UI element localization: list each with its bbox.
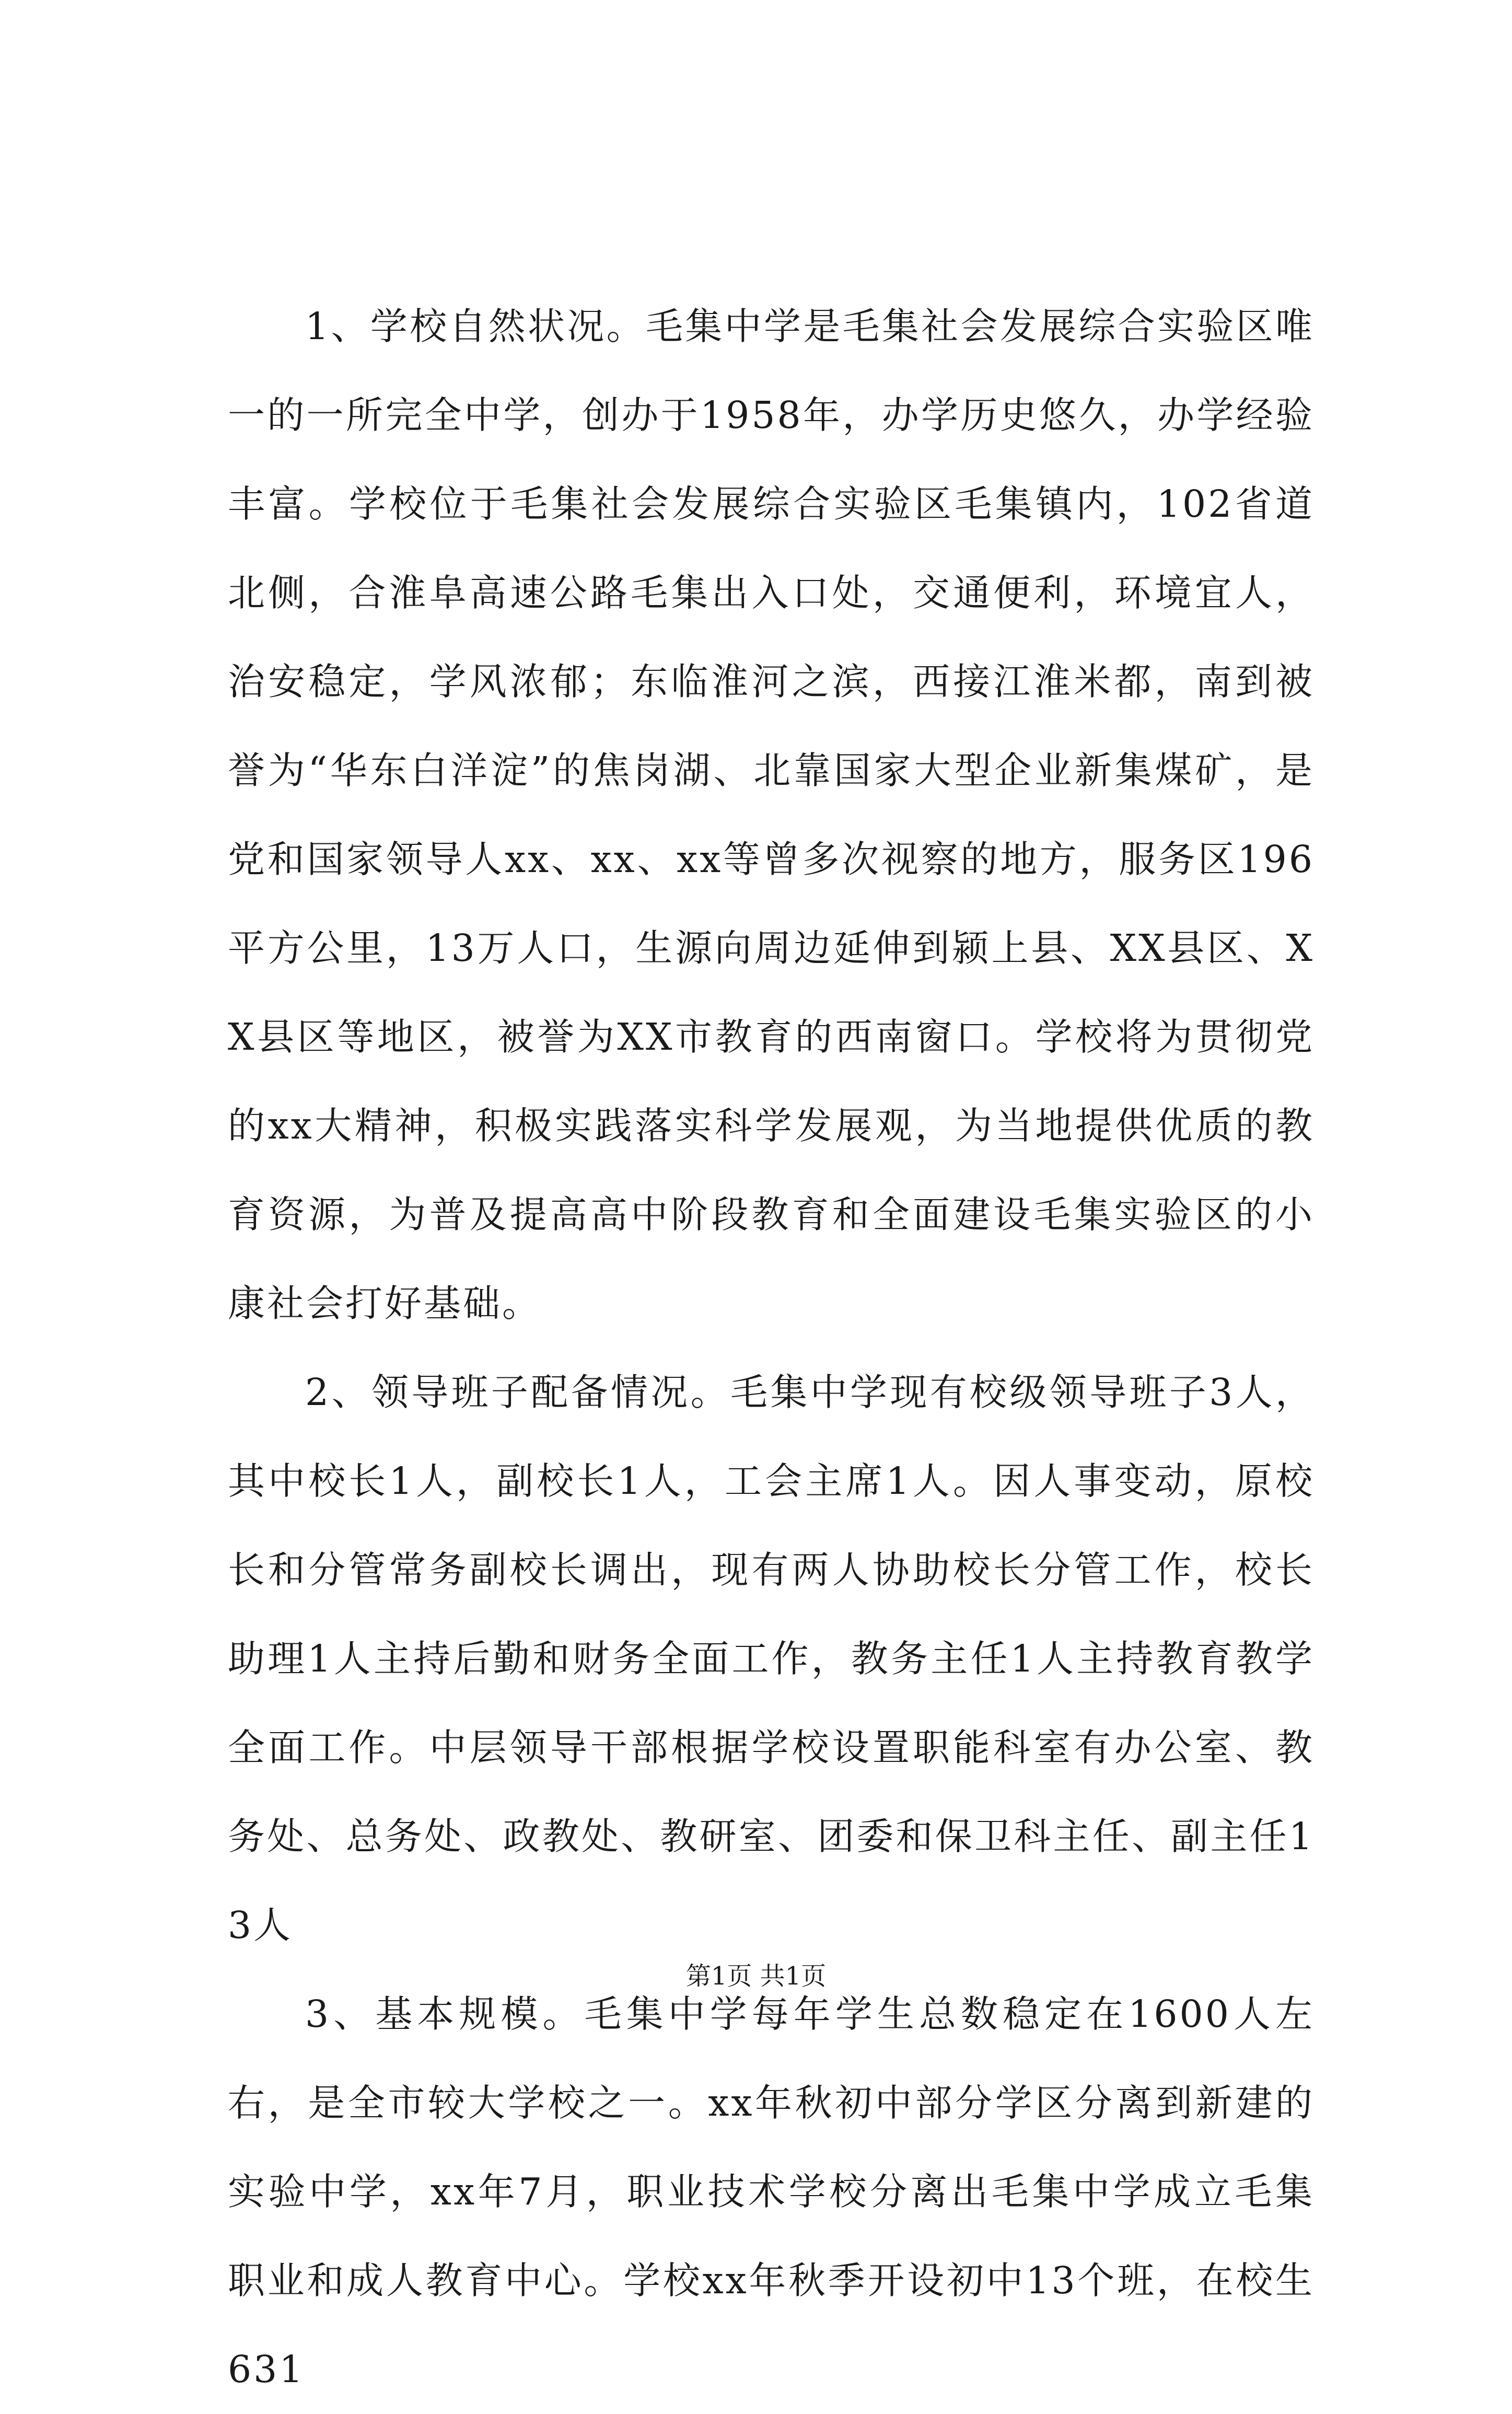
paragraph-school-overview: 1、学校自然状况。毛集中学是毛集社会发展综合实验区唯一的一所完全中学，创办于1958年，办学历史悠久，办学经验丰富。学校位于毛集社会发展综合实验区毛集镇内，102省道北侧，合淮阜高速公路毛集出入口处，交通便利，环境宜人，治安稳定，学风浓郁；东临淮河之滨，西接江淮米都，南到被誉为“华东白洋淀”的焦岗湖、北靠国家大型企业新集煤矿，是党和国家领导人xx、xx、xx等曾多次视察的地方，服务区196平方公里，13万人口，生源向周边延伸到颍上县、XX县区、XX县区等地区，被誉为XX市教育的西南窗口。学校将为贯彻党的xx大精神，积极实践落实科学发展观，为当地提供优质的教育资源，为普及提高高中阶段教育和全面建设毛集实验区的小康社会打好基础。 [228, 305, 1315, 1325]
page-footer: 第1页 共1页 [685, 1962, 827, 1991]
paragraph-leadership: 2、领导班子配备情况。毛集中学现有校级领导班子3人，其中校长1人，副校长1人，工会主席1人。因人事变动，原校长和分管常务副校长调出，现有两人协助校长分管工作，校长助理1人主持后勤和财务全面工作，教务主任1人主持教育教学全面工作。中层领导干部根据学校设置职能科室有办公室、教务处、总务处、政教处、教研室、团委和保卫科主任、副主任13人 [228, 1371, 1315, 1947]
paragraph-scale: 3、基本规模。毛集中学每年学生总数稳定在1600人左右，是全市较大学校之一。xx年秋初中部分学区分离到新建的实验中学，xx年7月，职业技术学校分离出毛集中学成立毛集职业和成人教育中心。学校xx年秋季开设初中13个班，在校生631 [228, 1992, 1315, 2391]
document-body [228, 282, 1315, 2414]
